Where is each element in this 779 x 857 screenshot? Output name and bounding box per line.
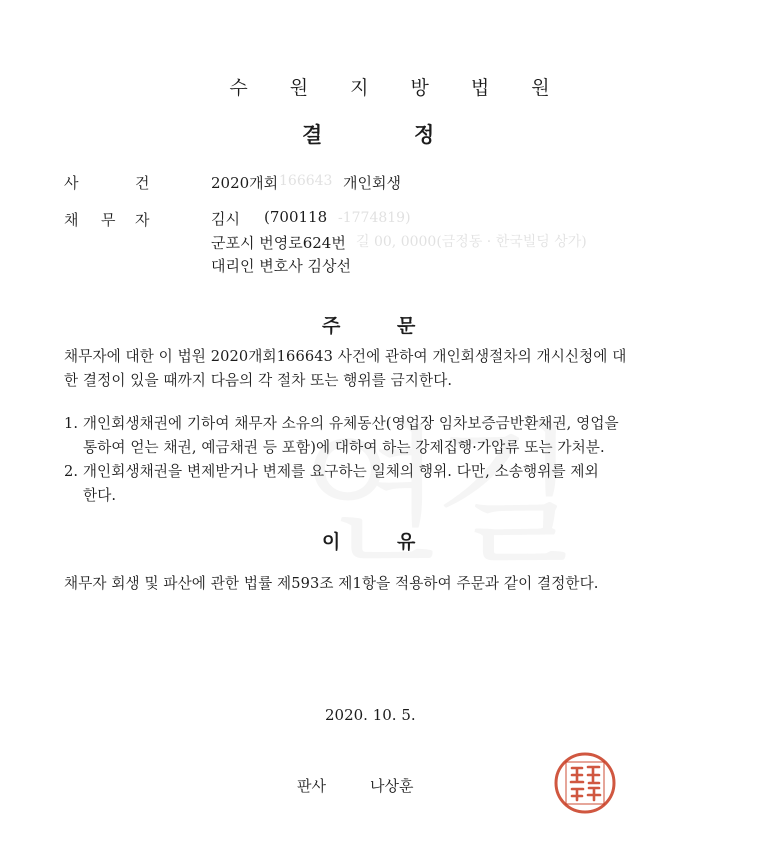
debtor-address-redacted: 길 00, 0000(금정동 · 한국빌딩 상가) [356,234,587,250]
debtor-representative: 대리인 변호사 김상선 [211,257,351,275]
debtor-address: 군포시 번영로624번 [211,234,346,252]
order-item-1-line-2: 통하여 얻는 채권, 예금채권 등 포함)에 대하여 하는 강제집행·가압류 또는 가처분. [83,439,605,456]
order-intro-line-2: 한 결정이 있을 때까지 다음의 각 절차 또는 행위를 금지한다. [64,372,453,389]
case-number: 2020개회 [211,174,279,192]
order-intro-line-1: 채무자에 대한 이 법원 2020개회166643 사건에 관하여 개인회생절차의 개시신청에 대 [64,348,627,365]
case-number-redacted: 166643 [279,173,333,189]
case-label-2: 건 [135,174,150,192]
judge-title: 판사 [297,777,326,795]
debtor-id-redacted: -1774819) [338,210,411,226]
order-heading-left: 주 [322,315,341,337]
order-item-2-line-2: 한다. [83,487,117,504]
decision-date: 2020. 10. 5. [325,706,416,724]
case-type: 개인회생 [343,174,401,192]
reason-heading-left: 이 [322,531,341,553]
debtor-name: 김시 [211,210,240,228]
judge-name: 나상훈 [370,777,414,795]
debtor-label-2: 무 [101,211,116,229]
judge-seal-stamp [552,750,618,816]
order-item-2-line-1: 2. 개인회생채권을 변제받거나 변제를 요구하는 일체의 행위. 다만, 소송행위를 제외 [64,463,599,480]
background-watermark [300,375,570,591]
document-type-right: 정 [414,123,435,147]
case-label-1: 사 [64,174,79,192]
reason-text: 채무자 회생 및 파산에 관한 법률 제593조 제1항을 적용하여 주문과 같이 결정한다. [64,575,599,592]
reason-heading-right: 유 [397,531,416,553]
court-name: 수 원 지 방 법 원 [229,77,568,99]
order-heading-right: 문 [397,315,416,337]
debtor-label-1: 채 [64,211,79,229]
debtor-label-3: 자 [135,211,150,229]
document-type-left: 결 [302,123,323,147]
order-item-1-line-1: 1. 개인회생채권에 기하여 채무자 소유의 유체동산(영업장 임차보증금반환채권, 영업을 [64,415,619,432]
debtor-id: (700118 [264,208,328,226]
